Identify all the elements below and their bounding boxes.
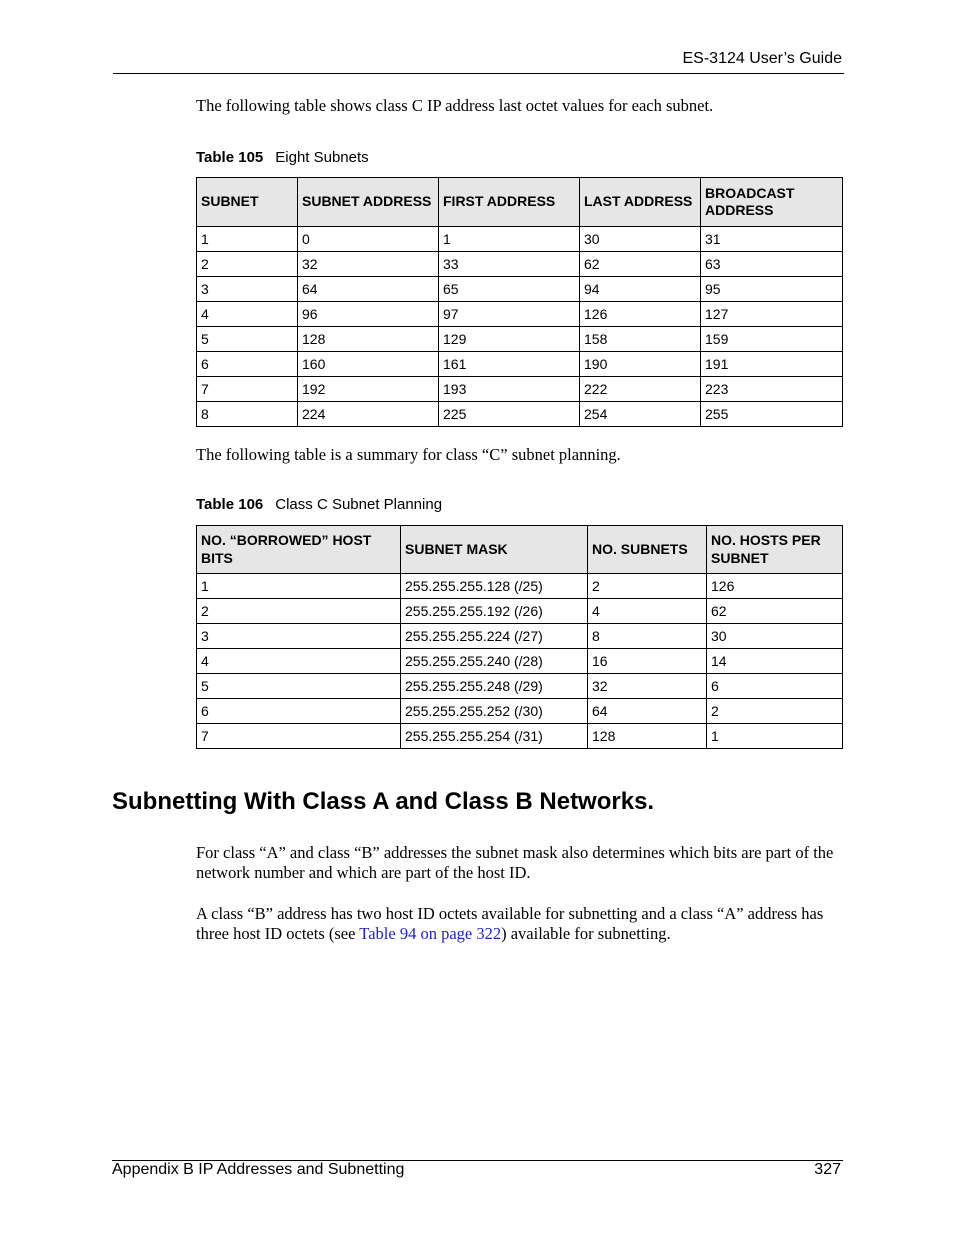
table-cell: 4	[588, 599, 707, 624]
table-cell: 161	[439, 352, 580, 377]
header-rule	[113, 73, 844, 74]
table-106-title: Class C Subnet Planning	[275, 496, 443, 513]
table-row	[197, 649, 843, 674]
table-cell: 129	[439, 327, 580, 352]
table-94-link[interactable]: Table 94 on page 322	[359, 924, 502, 943]
table-row	[197, 227, 843, 252]
table-row	[197, 277, 843, 302]
table-cell: 62	[707, 599, 843, 624]
table-cell: 5	[197, 674, 401, 699]
table-105-label: Table 105	[196, 149, 264, 166]
page-number: 327	[814, 1161, 841, 1178]
table-cell: 30	[707, 624, 843, 649]
section-paragraph-1: For class “A” and class “B” addresses the subnet mask also determines which bits are part of the network number and which are part of the host ID.	[196, 843, 834, 882]
column-header: NO. SUBNETS	[588, 526, 707, 574]
table-row	[197, 302, 843, 327]
table-cell: 255.255.255.128 (/25)	[401, 574, 588, 599]
table-cell: 63	[701, 252, 843, 277]
table-cell: 94	[580, 277, 701, 302]
paragraph-text: A class “B” address has two host ID octets available for subnetting and a class “A” address has three host ID octets (see	[196, 904, 824, 943]
table-cell: 126	[580, 302, 701, 327]
table-cell: 33	[439, 252, 580, 277]
table-row	[197, 624, 843, 649]
table-row	[197, 252, 843, 277]
table-cell: 7	[197, 377, 298, 402]
table-cell: 4	[197, 649, 401, 674]
table-cell: 192	[298, 377, 439, 402]
table-cell: 2	[707, 699, 843, 724]
section-heading: Subnetting With Class A and Class B Networks.	[112, 788, 655, 815]
table-cell: 128	[588, 724, 707, 749]
table-cell: 8	[197, 402, 298, 427]
intro-table-105: The following table shows class C IP address last octet values for each subnet.	[196, 96, 714, 115]
column-header: BROADCAST ADDRESS	[701, 178, 843, 227]
table-cell: 223	[701, 377, 843, 402]
table-cell: 190	[580, 352, 701, 377]
table-class-c-subnet-planning	[196, 525, 843, 749]
table-cell: 0	[298, 227, 439, 252]
table-cell: 158	[580, 327, 701, 352]
table-cell: 62	[580, 252, 701, 277]
table-cell: 255.255.255.254 (/31)	[401, 724, 588, 749]
table-cell: 96	[298, 302, 439, 327]
table-cell: 222	[580, 377, 701, 402]
table-cell: 6	[197, 699, 401, 724]
table-cell: 2	[588, 574, 707, 599]
table-cell: 5	[197, 327, 298, 352]
table-cell: 16	[588, 649, 707, 674]
table-cell: 127	[701, 302, 843, 327]
table-cell: 65	[439, 277, 580, 302]
section-paragraph-2	[196, 904, 844, 944]
table-row	[197, 724, 843, 749]
table-cell: 160	[298, 352, 439, 377]
table-header-row	[197, 526, 843, 574]
table-cell: 31	[701, 227, 843, 252]
table-cell: 3	[197, 277, 298, 302]
table-cell: 128	[298, 327, 439, 352]
table-cell: 4	[197, 302, 298, 327]
table-cell: 224	[298, 402, 439, 427]
table-cell: 254	[580, 402, 701, 427]
table-cell: 7	[197, 724, 401, 749]
column-header: NO. HOSTS PER SUBNET	[707, 526, 843, 574]
table-cell: 1	[197, 227, 298, 252]
table-cell: 1	[197, 574, 401, 599]
table-106-caption	[196, 496, 442, 513]
table-row	[197, 599, 843, 624]
table-cell: 32	[298, 252, 439, 277]
table-cell: 1	[707, 724, 843, 749]
table-cell: 2	[197, 252, 298, 277]
table-cell: 2	[197, 599, 401, 624]
table-cell: 97	[439, 302, 580, 327]
table-header-row	[197, 178, 843, 227]
table-cell: 126	[707, 574, 843, 599]
table-cell: 30	[580, 227, 701, 252]
table-cell: 193	[439, 377, 580, 402]
table-row	[197, 674, 843, 699]
table-105-caption	[196, 149, 369, 166]
column-header: NO. “BORROWED” HOST BITS	[197, 526, 401, 574]
table-cell: 159	[701, 327, 843, 352]
table-row	[197, 699, 843, 724]
table-106-label: Table 106	[196, 496, 264, 513]
column-header: LAST ADDRESS	[580, 178, 701, 227]
column-header: FIRST ADDRESS	[439, 178, 580, 227]
table-cell: 255.255.255.224 (/27)	[401, 624, 588, 649]
intro-table-106: The following table is a summary for class “C” subnet planning.	[196, 445, 621, 464]
table-cell: 14	[707, 649, 843, 674]
table-row	[197, 402, 843, 427]
table-cell: 191	[701, 352, 843, 377]
table-cell: 6	[197, 352, 298, 377]
table-cell: 3	[197, 624, 401, 649]
table-row	[197, 574, 843, 599]
table-row	[197, 327, 843, 352]
table-cell: 32	[588, 674, 707, 699]
table-cell: 64	[588, 699, 707, 724]
table-cell: 255.255.255.252 (/30)	[401, 699, 588, 724]
table-eight-subnets	[196, 177, 843, 427]
table-cell: 255.255.255.248 (/29)	[401, 674, 588, 699]
table-cell: 255	[701, 402, 843, 427]
table-row	[197, 377, 843, 402]
table-cell: 64	[298, 277, 439, 302]
table-cell: 255.255.255.192 (/26)	[401, 599, 588, 624]
table-cell: 225	[439, 402, 580, 427]
table-cell: 8	[588, 624, 707, 649]
column-header: SUBNET ADDRESS	[298, 178, 439, 227]
column-header: SUBNET MASK	[401, 526, 588, 574]
table-cell: 95	[701, 277, 843, 302]
table-cell: 1	[439, 227, 580, 252]
table-row	[197, 352, 843, 377]
column-header: SUBNET	[197, 178, 298, 227]
table-cell: 255.255.255.240 (/28)	[401, 649, 588, 674]
header-title: ES-3124 User’s Guide	[682, 50, 842, 67]
table-105-title: Eight Subnets	[275, 149, 369, 166]
footer-chapter: Appendix B IP Addresses and Subnetting	[112, 1161, 405, 1178]
table-cell: 6	[707, 674, 843, 699]
paragraph-text: ) available for subnetting.	[501, 924, 671, 943]
